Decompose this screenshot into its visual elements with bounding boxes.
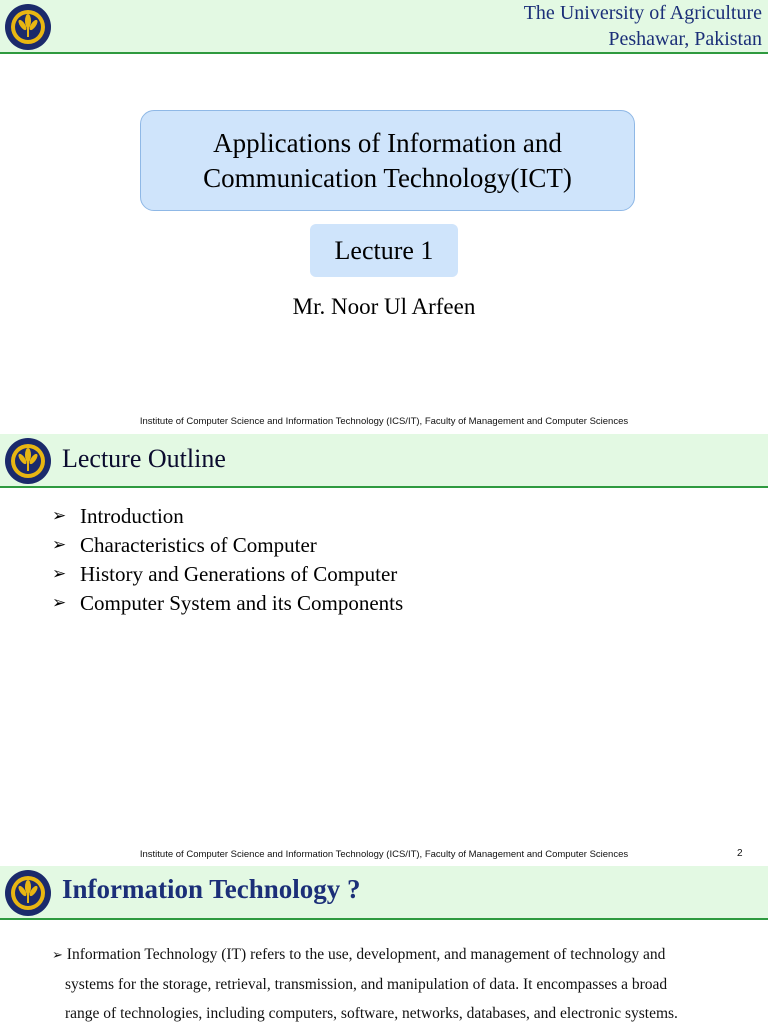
university-logo-icon [4, 3, 52, 51]
list-item [52, 589, 403, 618]
course-title-line1: Applications of Information and [213, 127, 562, 158]
arrow-bullet-icon: ➢ [52, 564, 67, 584]
university-logo-icon [4, 437, 52, 485]
paragraph-line2: systems for the storage, retrieval, transmission, and manipulation of data. It encompasses a broad [65, 976, 668, 993]
lecture-outline-list [52, 502, 403, 618]
university-line1: The University of Agriculture [523, 2, 762, 24]
course-title-line2: Communication Technology(ICT) [203, 162, 572, 193]
outline-item-label: Introduction [80, 504, 184, 528]
arrow-bullet-icon: ➢ [52, 535, 67, 555]
paragraph-line1: Information Technology (IT) refers to the use, development, and management of technology and [66, 946, 666, 963]
author-name: Mr. Noor Ul Arfeen [292, 294, 476, 319]
arrow-bullet-icon: ➢ [52, 506, 67, 526]
university-line2: Peshawar, Pakistan [608, 28, 762, 50]
arrow-bullet-icon: ➢ [52, 593, 67, 613]
information-technology-heading: Information Technology ? [62, 874, 361, 904]
list-item [52, 531, 403, 560]
lecture-outline-heading: Lecture Outline [62, 444, 226, 473]
outline-item-label: History and Generations of Computer [80, 562, 398, 586]
list-item [52, 502, 403, 531]
arrow-bullet-icon: ➢ [52, 948, 63, 963]
slide1-footer: Institute of Computer Science and Information Technology (ICS/IT), Faculty of Management and Computer Sciences [139, 416, 629, 427]
university-logo-icon [4, 869, 52, 917]
paragraph-line3: range of technologies, including computers, software, networks, databases, and electronic systems. [65, 1005, 678, 1022]
list-item [52, 560, 403, 589]
slide2-footer: Institute of Computer Science and Information Technology (ICS/IT), Faculty of Management and Computer Sciences [139, 849, 629, 860]
outline-item-label: Characteristics of Computer [80, 533, 317, 557]
lecture-number-box: Lecture 1 [310, 224, 458, 277]
course-title-box [140, 110, 635, 211]
university-name [524, 0, 762, 52]
it-definition-paragraph [52, 940, 702, 1028]
page-number: 2 [737, 848, 743, 859]
outline-item-label: Computer System and its Components [80, 591, 404, 615]
